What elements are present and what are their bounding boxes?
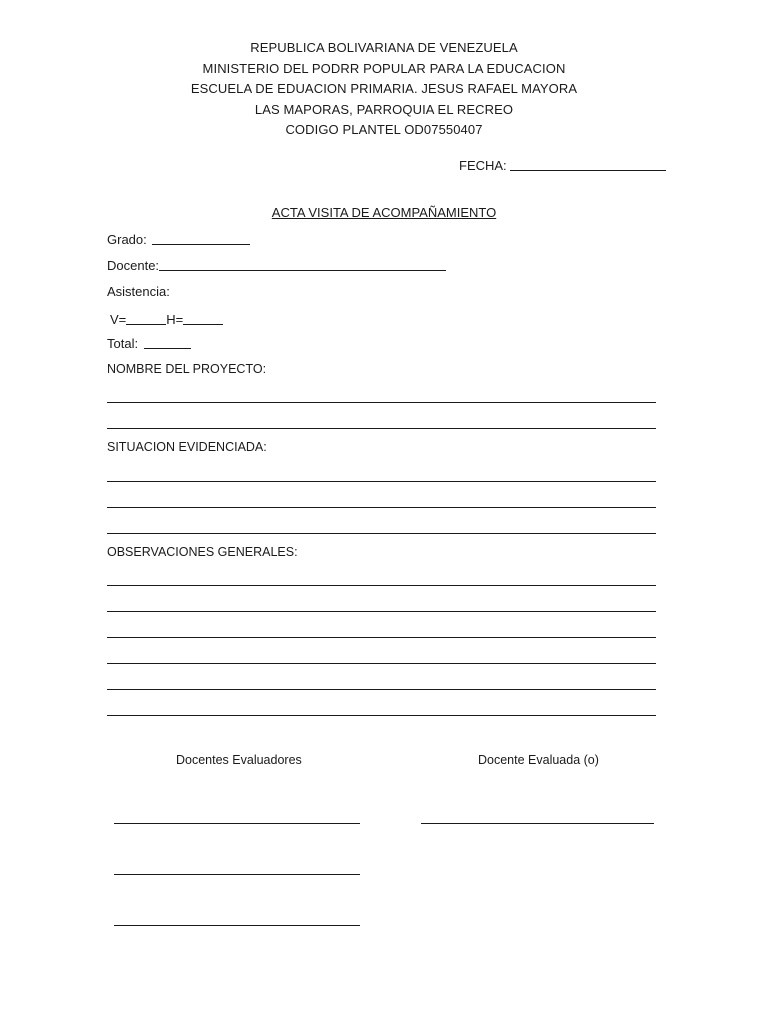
observations-line (107, 663, 656, 664)
project-line (107, 428, 656, 429)
evaluated-teacher-label: Docente Evaluada (o) (478, 753, 599, 767)
observations-line (107, 585, 656, 586)
observations-line (107, 611, 656, 612)
header-republic: REPUBLICA BOLIVARIANA DE VENEZUELA (250, 40, 518, 55)
attendance-v-label: V= (110, 312, 127, 327)
project-name-label: NOMBRE DEL PROYECTO: (107, 362, 267, 376)
evaluators-label: Docentes Evaluadores (176, 753, 302, 767)
evaluator-signature-line (114, 823, 360, 824)
situation-line (107, 533, 656, 534)
grade-blank-line (152, 244, 250, 245)
evaluated-signature-line (421, 823, 654, 824)
grade-label: Grado: (107, 232, 147, 247)
document-header (0, 38, 768, 141)
teacher-blank-line (159, 270, 446, 271)
date-field (459, 158, 666, 173)
teacher-field (107, 258, 446, 273)
header-location: LAS MAPORAS, PARROQUIA EL RECREO (254, 101, 514, 117)
project-line (107, 402, 656, 403)
header-ministry: MINISTERIO DEL PODRR POPULAR PARA LA EDUCACION (202, 60, 566, 76)
document-title: ACTA VISITA DE ACOMPAÑAMIENTO (271, 205, 497, 220)
situation-line (107, 507, 656, 508)
header-school-code: CODIGO PLANTEL OD07550407 (285, 122, 483, 137)
evaluator-signature-line (114, 874, 360, 875)
observations-line (107, 637, 656, 638)
observations-label: OBSERVACIONES GENERALES: (107, 545, 298, 559)
date-blank-line (510, 170, 666, 171)
observations-line (107, 715, 656, 716)
total-field (107, 336, 191, 351)
teacher-label: Docente: (107, 258, 160, 273)
attendance-h-blank (183, 324, 223, 325)
attendance-label: Asistencia: (107, 284, 170, 299)
date-label: FECHA: (459, 158, 507, 173)
situation-line (107, 481, 656, 482)
total-label: Total: (107, 336, 139, 351)
attendance-counts (110, 312, 223, 327)
total-blank-line (144, 348, 191, 349)
header-school: ESCUELA DE EDUACION PRIMARIA. JESUS RAFAEL MAYORA (190, 81, 578, 96)
attendance-v-blank (126, 324, 166, 325)
attendance-h-label: H= (166, 312, 184, 327)
situation-label: SITUACION EVIDENCIADA: (107, 440, 267, 454)
observations-line (107, 689, 656, 690)
evaluator-signature-line (114, 925, 360, 926)
grade-field (107, 232, 250, 247)
